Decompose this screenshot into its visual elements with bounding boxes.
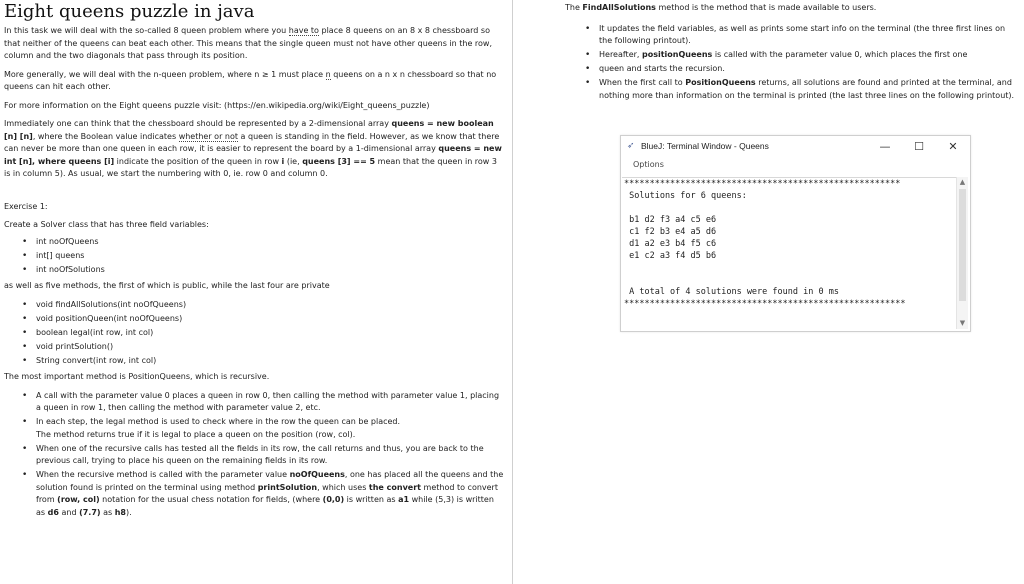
methods-list <box>4 299 504 368</box>
findallsolutions-paragraph: The FindAllSolutions method is the method that is made available to users. <box>565 3 877 12</box>
create-paragraph: Create a Solver class that has three field variables: <box>4 220 209 229</box>
right-page <box>565 2 1015 106</box>
list-item: • String convert(int row, int col) <box>36 355 504 368</box>
left-page <box>4 2 504 523</box>
stars-line: ******************************************************* <box>624 299 906 309</box>
bluej-bird-icon: ➶ <box>627 141 635 151</box>
solution-line: d1 a2 e3 b4 f5 c6 <box>624 239 717 249</box>
solution-line: e1 c2 a3 f4 d5 b6 <box>624 251 717 261</box>
list-item: • A call with the parameter value 0 places a queen in row 0, then calling the method with parameter value 1, placing a queen in row 1, then calling the method with parameter value 2, etc. <box>36 390 504 415</box>
page-divider <box>512 0 513 584</box>
list-item: • int[] queens <box>36 250 504 263</box>
methods-intro: as well as five methods, the first of which is public, while the last four are private <box>4 281 330 290</box>
list-item: • When one of the recursive calls has tested all the fields in its row, the call returns and thus, you are back to the previous call, trying to place his queen on the remaining fields in its row. <box>36 443 504 468</box>
findall-list <box>565 23 1015 103</box>
list-item: • void positionQueen(int noOfQueens) <box>36 313 504 326</box>
list-item: • void printSolution() <box>36 341 504 354</box>
list-item: • It updates the field variables, as well as prints some start info on the terminal (the three first lines on the following printout). <box>599 23 1015 48</box>
minimize-icon[interactable]: — <box>879 139 891 153</box>
terminal-output[interactable] <box>622 177 957 330</box>
terminal-title: BlueJ: Terminal Window - Queens <box>641 141 769 151</box>
list-item: • In each step, the legal method is used to check where in the row the queen can be placed. The method returns true if it is legal to place a queen on the position (row, col). <box>36 416 504 441</box>
list-item: • Hereafter, positionQueens is called with the parameter value 0, which places the first one <box>599 49 1015 62</box>
terminal-window <box>620 135 971 332</box>
close-icon[interactable]: ✕ <box>948 139 958 153</box>
solution-line: b1 d2 f3 a4 c5 e6 <box>624 215 717 225</box>
scroll-thumb[interactable] <box>959 189 966 301</box>
scroll-up-icon[interactable]: ▲ <box>959 178 966 186</box>
page-title: Eight queens puzzle in java <box>4 1 255 22</box>
list-item: • queen and starts the recursion. <box>599 63 1015 76</box>
list-item: • int noOfSolutions <box>36 264 504 277</box>
total-line: A total of 4 solutions were found in 0 ms <box>624 287 839 297</box>
list-item: • When the recursive method is called with the parameter value noOfQueens, one has placed all the queens and the solution found is printed on the terminal using method printSolution, which uses the convert method to convert from (row, col) notation for the usual chess notation for fields, (where (0,0) is written as a1 while (5,3) is written as d6 and (7.7) as h8). <box>36 469 504 519</box>
list-item: • boolean legal(int row, int col) <box>36 327 504 340</box>
solution-line: c1 f2 b3 e4 a5 d6 <box>624 227 717 237</box>
recursion-list <box>4 390 504 520</box>
terminal-scrollbar[interactable] <box>956 177 968 329</box>
fields-list <box>4 236 504 277</box>
scroll-down-icon[interactable]: ▼ <box>959 319 966 327</box>
maximize-icon[interactable]: ☐ <box>914 139 924 153</box>
exercise-heading: Exercise 1: <box>4 201 48 211</box>
header-line: Solutions for 6 queens: <box>624 191 747 201</box>
list-item: • int noOfQueens <box>36 236 504 249</box>
list-item: • When the first call to PositionQueens returns, all solutions are found and printed at the terminal, and nothing more than information on the terminal is printed (the last three lines on the following printout). <box>599 77 1015 102</box>
array-paragraph: Immediately one can think that the chessboard should be represented by a 2-dimensional array queens = new boolean [n] [n], where the Boolean value indicates whether or not a queen is standing in the field. However, as we know that there can never be more than one queen in each row, it is easier to represent the board by a 1-dimensional array queens = new int [n], where queens [i] indicate the position of the queen in row i (ie, queens [3] == 5 mean that the queen in row 3 is in column 5). As usual, we start the numbering with 0, ie. row 0 and column 0. <box>4 119 502 178</box>
general-paragraph: More generally, we will deal with the n-queen problem, where n ≥ 1 must place n queens on a n x n chessboard so that no queens can hit each other. <box>4 69 497 91</box>
options-menu[interactable]: Options <box>633 160 664 169</box>
terminal-title-bar[interactable] <box>621 136 970 156</box>
important-paragraph: The most important method is PositionQueens, which is recursive. <box>4 372 270 381</box>
more-info-paragraph: For more information on the Eight queens puzzle visit: (https://en.wikipedia.org/wiki/Eight_queens_puzzle) <box>4 100 430 110</box>
list-item: • void findAllSolutions(int noOfQueens) <box>36 299 504 312</box>
intro-paragraph: In this task we will deal with the so-called 8 queen problem where you have to place 8 queens on an 8 x 8 chessboard so that neither of the queens can beat each other. This means that the single queen must not have other queens in the row, column and the two diagonals that pass through its position. <box>4 26 492 60</box>
stars-line: ****************************************************** <box>624 179 901 189</box>
